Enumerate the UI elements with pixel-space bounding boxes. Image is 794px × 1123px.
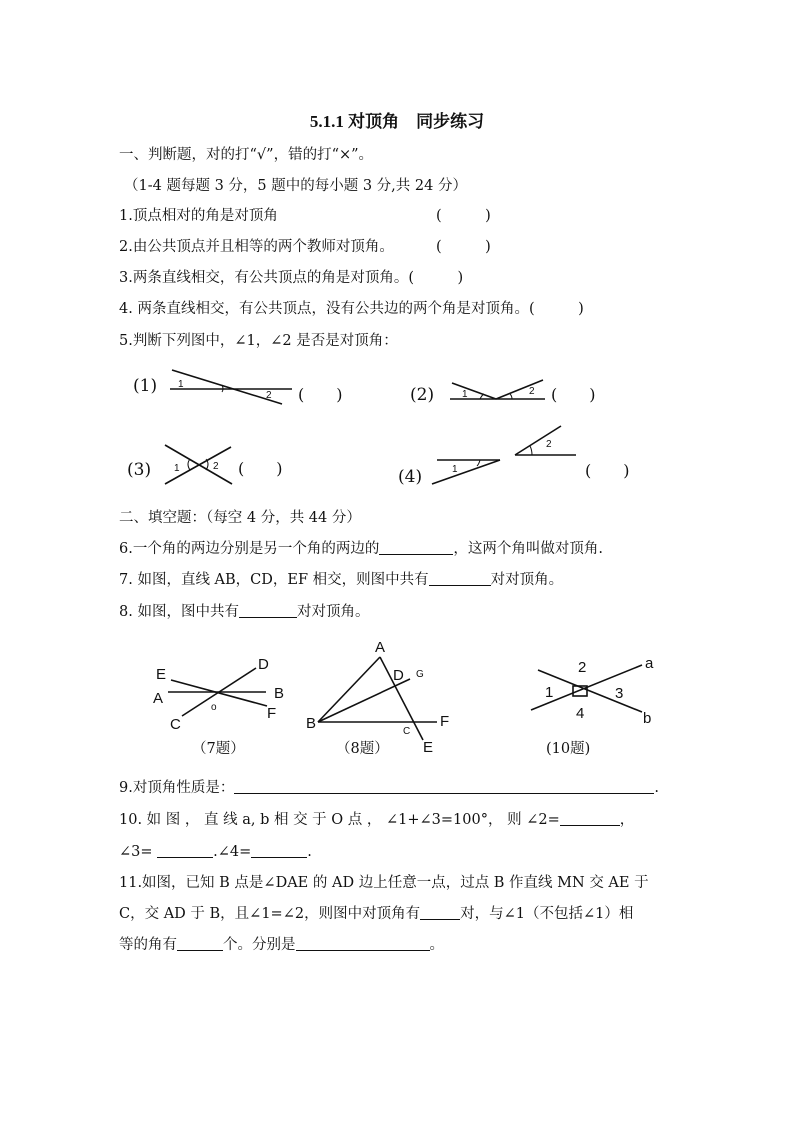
question-11-line1: 11.如图，已知 B 点是∠DAE 的 AD 边上任意一点，过点 B 作直线 MN 交 AE 于 — [119, 875, 649, 891]
question-10-end: . — [307, 844, 312, 860]
fig10-label-b: b — [643, 710, 652, 727]
fig8-label-B: B — [306, 715, 317, 732]
question-11-text-c: 等的角有 — [119, 937, 177, 953]
question-9-end: . — [654, 780, 659, 796]
figure-4-diagram — [432, 426, 576, 484]
fig8-label-A: A — [375, 639, 386, 656]
figure-4-angle-2: 2 — [546, 439, 552, 450]
fig7-label-O: o — [211, 702, 217, 713]
fig10-label-a: a — [645, 655, 654, 672]
figure-2-angle-2: 2 — [529, 386, 535, 397]
question-1: 1.顶点相对的角是对顶角 — [119, 208, 278, 224]
figure-1-angle-2: 2 — [266, 390, 272, 401]
question-11-end: 。 — [429, 937, 444, 953]
question-11-text-a: C，交 AD 于 B，且∠1=∠2，则图中对顶角有 — [119, 906, 421, 922]
fig8-label-F: F — [440, 713, 450, 730]
figure-3-label: (3) — [127, 460, 152, 480]
figure-4-angle-1: 1 — [452, 464, 458, 475]
fig8-label-C: C — [403, 726, 411, 737]
figure-3-answer[interactable]: ( ) — [238, 459, 283, 478]
question-3: 3.两条直线相交，有公共顶点的角是对顶角。( ) — [119, 270, 464, 286]
figure-8-caption: （8题） — [336, 741, 389, 757]
section1-heading: 一、判断题，对的打“√”，错的打“×”。 — [119, 147, 374, 163]
question-8-text-a: 8. 如图，图中共有 — [119, 604, 239, 620]
fig7-label-A: A — [153, 690, 164, 707]
figure-2-answer[interactable]: ( ) — [551, 385, 596, 404]
fig7-label-E: E — [156, 666, 167, 683]
figure-4-angle-arc-right — [530, 446, 532, 455]
question-4: 4. 两条直线相交，有公共顶点，没有公共边的两个角是对顶角。( ) — [119, 301, 584, 317]
question-7-text-b: 对对顶角。 — [490, 572, 564, 588]
figure-2-label: (2) — [410, 385, 435, 405]
question-10-angle4-text: .∠4= — [213, 844, 252, 860]
figure-2-line-right — [496, 380, 543, 399]
question-11-text-d: 个。分别是 — [223, 937, 296, 953]
figure-1-diagram — [170, 370, 292, 404]
line-EF — [171, 680, 267, 706]
figure-1-answer[interactable]: ( ) — [298, 385, 343, 404]
figure-1-angle-1: 1 — [178, 379, 184, 390]
line-BG — [318, 679, 410, 722]
figure-2-angle-1: 1 — [462, 389, 468, 400]
figure-4-angle-arc-left — [477, 460, 480, 466]
fig8-label-E: E — [423, 739, 434, 756]
question-1-answer[interactable]: ( ) — [436, 208, 491, 224]
fig7-label-B: B — [274, 685, 285, 702]
fig7-label-D: D — [258, 656, 269, 673]
question-11-text-b: 对，与∠1（不包括∠1）相 — [460, 906, 634, 922]
question-10-angle3-text: ∠3= — [119, 844, 153, 860]
question-9-text: 9.对顶角性质是： — [119, 780, 235, 796]
section2-heading: 二、填空题：（每空 4 分，共 44 分） — [119, 510, 361, 526]
question-6-text-b: ，这两个角叫做对顶角. — [453, 541, 603, 557]
figure-3-angle-arc-left — [188, 459, 190, 470]
question-2: 2.由公共顶点并且相等的两个教师对顶角。 — [119, 239, 394, 255]
question-5: 5.判断下列图中，∠1，∠2 是否是对顶角： — [119, 333, 398, 349]
question-6-text-a: 6.一个角的两边分别是另一个角的两边的 — [119, 541, 380, 557]
section1-scoring: （1-4 题每题 3 分，5 题中的每小题 3 分,共 24 分） — [124, 178, 467, 194]
fig7-label-C: C — [170, 716, 181, 733]
fig8-label-G: G — [416, 669, 424, 680]
figure-4-line-up — [515, 426, 561, 455]
figure-4-label: (4) — [398, 467, 423, 487]
fig10-label-1: 1 — [545, 684, 554, 701]
figure-2-line-left — [452, 383, 496, 399]
fig7-label-F: F — [267, 705, 277, 722]
figure-4-answer[interactable]: ( ) — [585, 461, 630, 480]
figure-3-angle-2: 2 — [213, 461, 219, 472]
fig10-label-2: 2 — [578, 659, 587, 676]
question-10-comma: ， — [619, 812, 635, 828]
question-10-text: 10. 如 图 ， 直 线 a, b 相 交 于 O 点 ， ∠1+∠3=100°， 则 ∠2= — [119, 812, 560, 828]
figure-10-caption: (10题) — [546, 741, 591, 757]
segment-AB — [318, 657, 380, 722]
figure-7-caption: （7题） — [192, 741, 245, 757]
figure-4-line-slanted — [432, 460, 500, 484]
figure-7-diagram — [168, 668, 267, 716]
page-title: 5.1.1 对顶角 同步练习 — [309, 112, 485, 131]
figure-1-label: (1) — [133, 376, 158, 396]
fig8-label-D: D — [393, 667, 404, 684]
question-8-text-b: 对对顶角。 — [296, 604, 370, 620]
fig10-label-3: 3 — [615, 685, 624, 702]
line-b — [538, 670, 642, 712]
figure-3-angle-1: 1 — [174, 463, 180, 474]
fig10-label-4: 4 — [576, 705, 585, 722]
question-7-text-a: 7. 如图，直线 AB，CD，EF 相交，则图中共有 — [119, 572, 429, 588]
question-2-answer[interactable]: ( ) — [436, 239, 491, 255]
